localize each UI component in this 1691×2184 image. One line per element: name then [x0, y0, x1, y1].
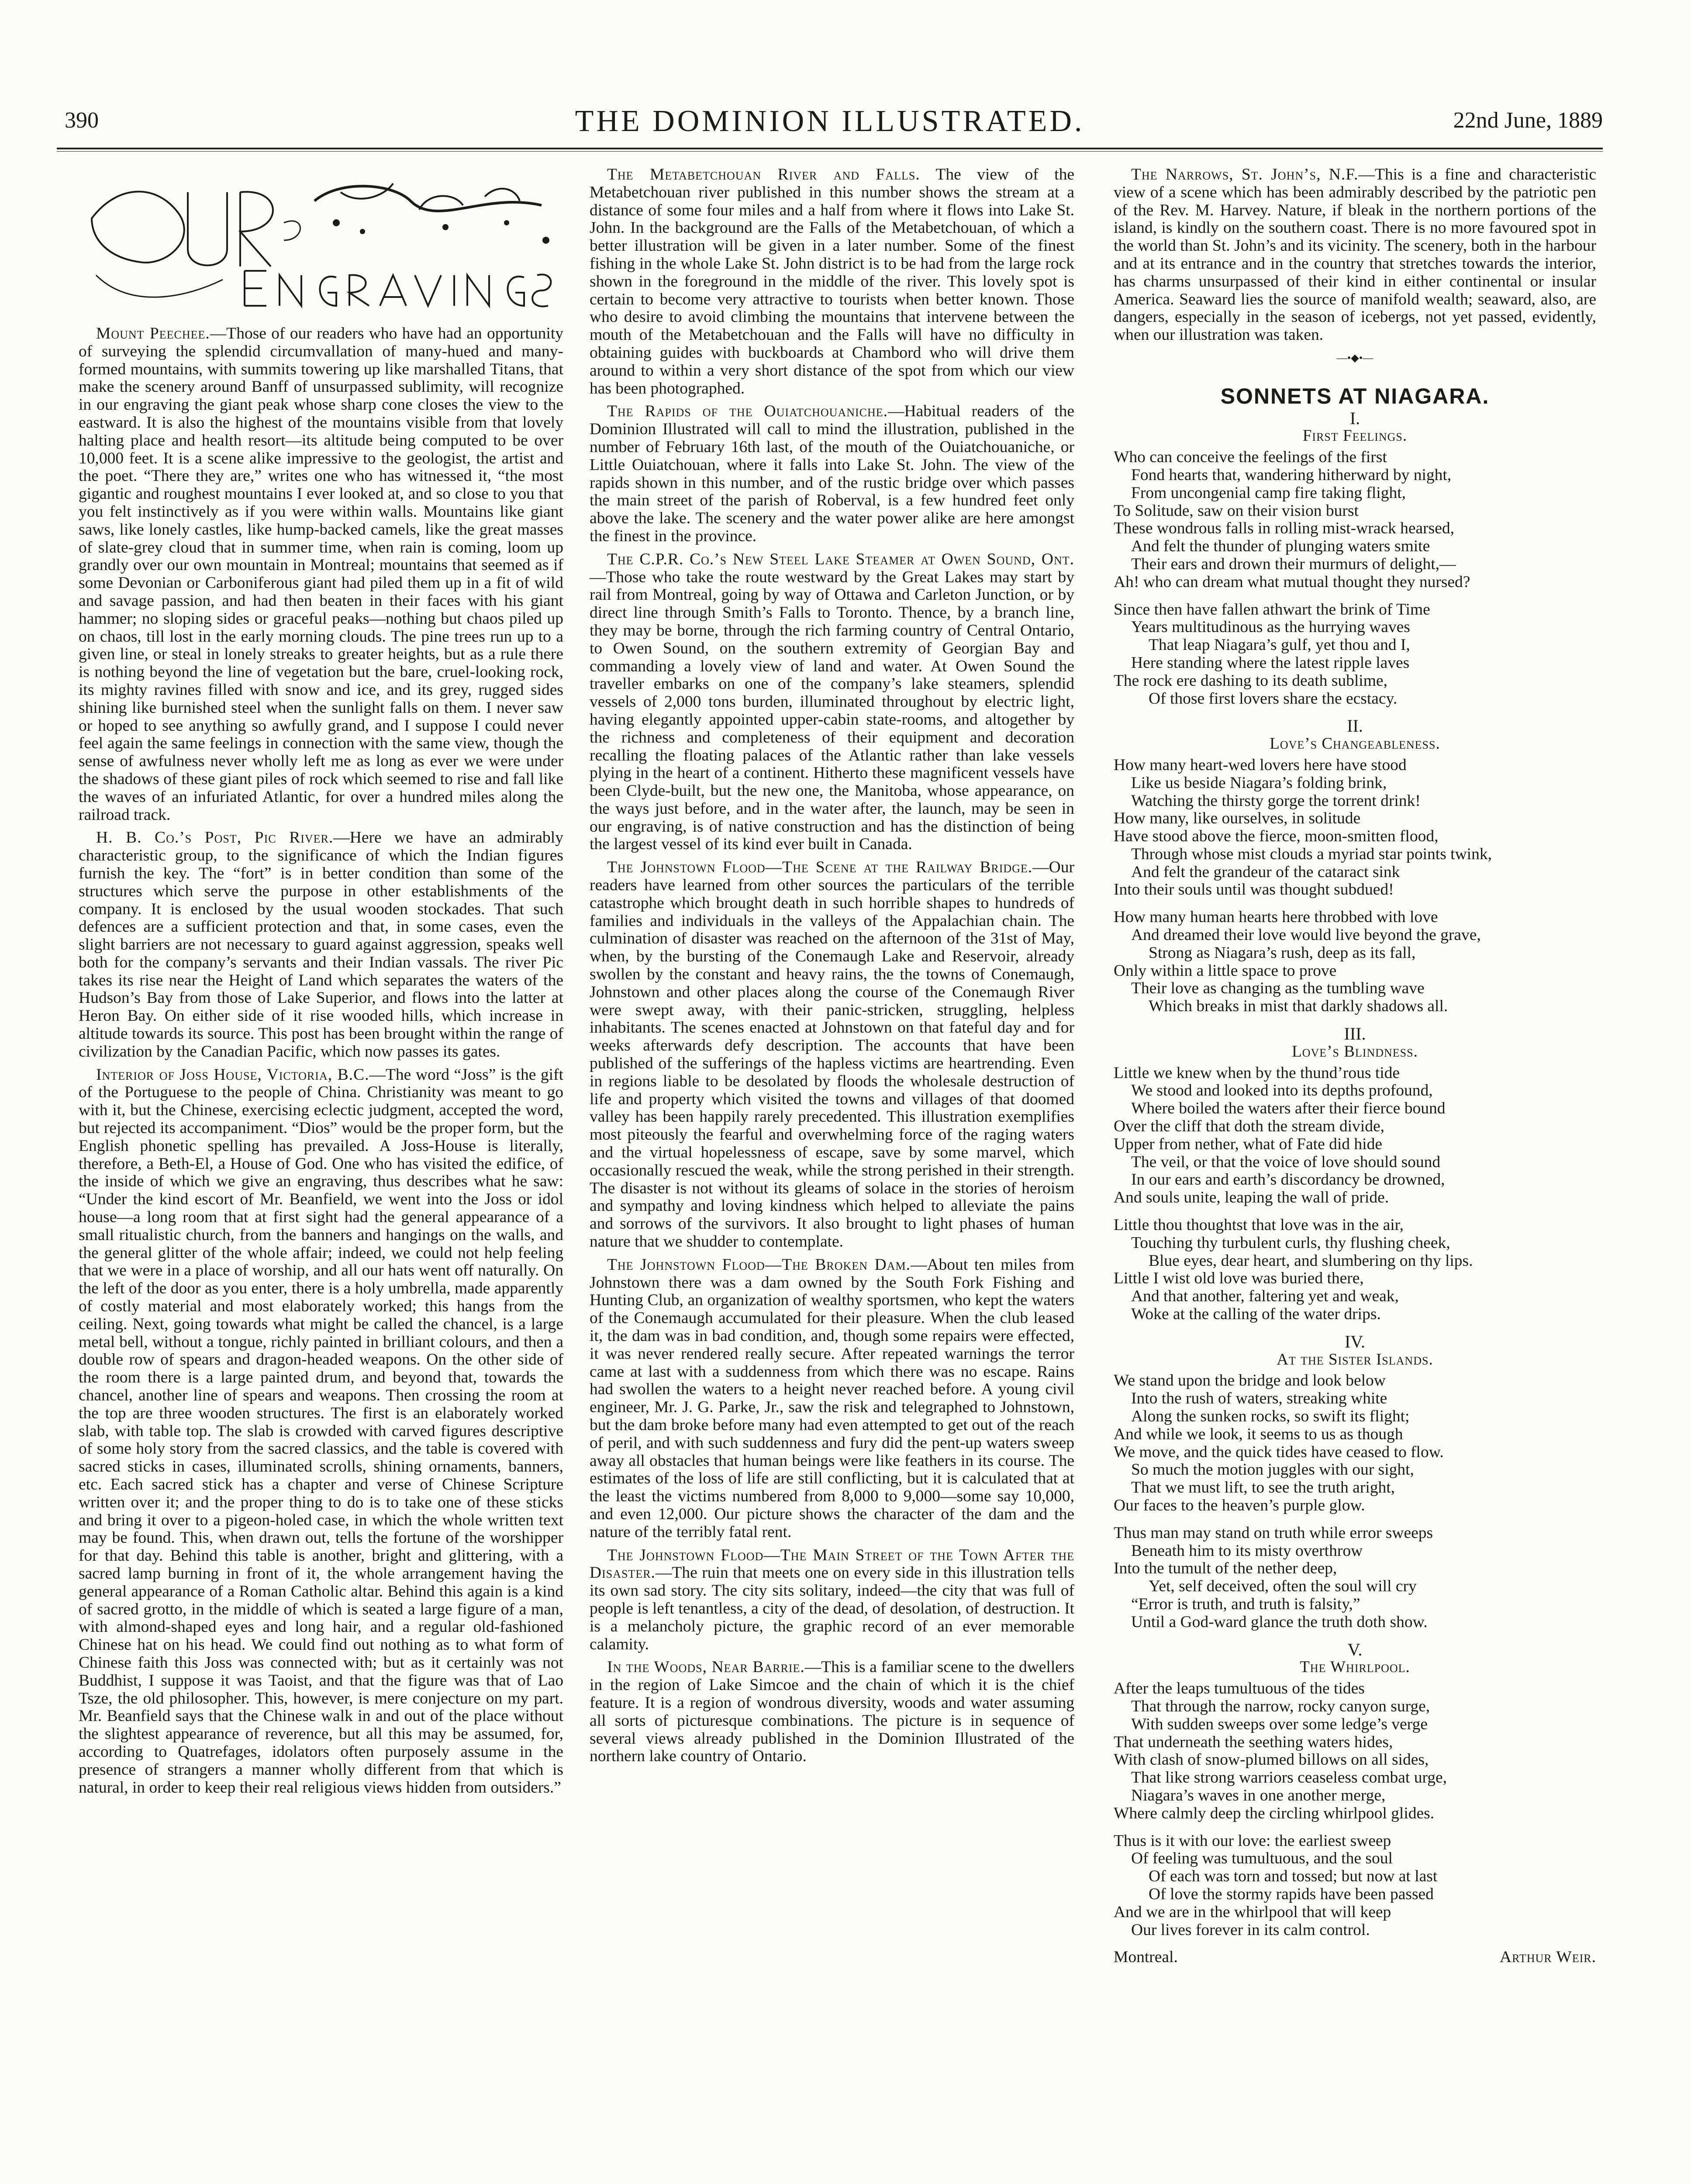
- sonnet-subtitle: First Feelings.: [1302, 427, 1408, 445]
- poem-line: So much the motion juggles with our sight,: [1131, 1461, 1414, 1479]
- poem-line: Upper from nether, what of Fate did hide: [1114, 1135, 1382, 1153]
- issue-date: 22nd June, 1889: [1453, 108, 1603, 133]
- poem-line: The rock ere dashing to its death sublime,: [1114, 671, 1387, 690]
- column-1: [79, 166, 563, 1802]
- poem-line: Thus man may stand on truth while error sweeps: [1114, 1524, 1433, 1542]
- engravings-ornament-icon: [79, 166, 563, 314]
- poem-line: Little thou thoughtst that love was in the air,: [1114, 1216, 1404, 1234]
- sonnet-subtitle: Love’s Blindness.: [1292, 1042, 1418, 1061]
- poem-line: Over the cliff that doth the stream divide,: [1114, 1117, 1384, 1136]
- article-mount-peechee: Mount Peechee.—Those of our readers who have had an opportunity of surveying the splendid circumvallation of many-hued and many-formed mountains, with summits towering up like marshalled Titans, that make the scenery around Banff of unsurpassed sublimity, will recognize in our engraving the giant peak whose sharp cone closes the view to the eastward. It is also the highest of the mountains visible from that lovely halting place and health resort—its altitude being computed to be over 10,000 feet. It is a scene alike impressive to the geologist, the artist and the poet. “There they are,” writes one who has witnessed it, “the most gigantic and roughest mountains I ever looked at, and so close to you that you felt instinctively as if you were within walls. Mountains like giant saws, like lonely castles, like hump-backed camels, like the great masses of slate-grey cloud that in summer time, when rain is coming, loom up grandly over our own mountain in Montreal; mountains that seemed as if some Devonian or Carboniferous giant had piled them up in a fit of wild and savage passion, and had then beaten in their faces with his giant hammer; no sloping sides or graceful peaks—nothing but chaos piled up on chaos, till lost in the early morning clouds. The pine trees run up to a given line, or steal in lonely streaks to greater heights, but as a rule there is nothing beyond the line of vegetation but the bare, cruel-looking rock, its mighty ravines filled with snow and ice, and its grey, rugged sides shining like burnished steel when the sunlight falls on them. I never saw or hoped to see anything so awfully grand, and I suppose I could never feel again the same feelings in connection with the same view, though the sense of awfulness never wholly left me as long as ever we were under the shadows of these giant piles of rock which seemed to rise and fall like the waves of an infuriated Atlantic, for over a hundred miles along the railroad track.: [79, 325, 563, 824]
- poem-line: Beneath him to its misty overthrow: [1131, 1541, 1363, 1560]
- header-rule-thin: [57, 151, 1603, 152]
- stanza: [1114, 1524, 1596, 1631]
- poem-line: Into the rush of waters, streaking white: [1131, 1389, 1387, 1408]
- stanza: [1114, 1216, 1596, 1324]
- poem-line: Of feeling was tumultuous, and the soul: [1131, 1849, 1393, 1868]
- poem-line: Ah! who can dream what mutual thought they nursed?: [1114, 573, 1470, 591]
- poem-line: To Solitude, saw on their vision burst: [1114, 501, 1359, 520]
- page-number: 390: [65, 108, 99, 133]
- article-johnstown-street: The Johnstown Flood—The Main Street of the Town After the Disaster.—The ruin that meets one on every side in this illustration tells its own sad story. The city sits solitary, indeed—the city that was full of people is left tenantless, a city of the dead, of desolation, of destruction. It is a melancholy picture, the graphic record of an ever memorable calamity.: [590, 1546, 1074, 1653]
- sonnet-number: IV.: [1344, 1331, 1366, 1351]
- poem-line: “Error is truth, and truth is falsity,”: [1131, 1595, 1360, 1613]
- poem-line: And souls unite, leaping the wall of pride.: [1114, 1189, 1389, 1207]
- sonnets-title: SONNETS AT NIAGARA.: [1220, 384, 1490, 408]
- poem-line: We move, and the quick tides have ceased to flow.: [1114, 1443, 1444, 1461]
- poem-line: Along the sunken rocks, so swift its flight;: [1131, 1407, 1410, 1425]
- poem-line: Through whose mist clouds a myriad star points twink,: [1131, 845, 1492, 863]
- stanza: [1114, 1064, 1596, 1207]
- poem-line: How many heart-wed lovers here have stood: [1114, 756, 1407, 774]
- poem-line: Yet, self deceived, often the soul will cry: [1149, 1577, 1417, 1596]
- sonnet-number: II.: [1347, 716, 1363, 736]
- poem-line: Strong as Niagara’s rush, deep as its fall,: [1149, 943, 1416, 962]
- article-metabetchouan: The Metabetchouan River and Falls. The view of the Metabetchouan river published in this number shows the stream at a distance of some four miles and a half from where it flows into Lake St. John. In the background are the Falls of the Metabetchouan, of which a better illustration will be given in a later number. Some of the finest fishing in the whole Lake St. John district is to be had from the large rock shown in the foreground in the middle of the river. This lovely spot is certain to become very attractive to tourists when better known. Those who desire to avoid climbing the mountains that intervene between the mouth of the Metabetchouan and the Falls will have no difficulty in obtaining guides with buckboards at Chambord who will drive them around to within a very short distance of the spot from which our view has been photographed.: [590, 166, 1074, 397]
- poem-line: Watching the thirsty gorge the torrent drink!: [1131, 791, 1421, 810]
- poem-line: Little we knew when by the thund’rous tide: [1114, 1064, 1400, 1082]
- article-rapids: The Rapids of the Ouiatchouaniche.—Habitual readers of the Dominion Illustrated will call to mind the illustration, published in the number of February 16th last, of the mouth of the Ouiatchouaniche, or Little Ouiatchouan, where it falls into Lake St. John. The view of the rapids shown in this number, and of the rustic bridge over which passes the main street of the parish of Roberval, is a few hundred feet only above the lake. The scenery and the water power alike are here amongst the finest in the province.: [590, 402, 1074, 545]
- stanza: [1114, 757, 1596, 899]
- poem-line: Niagara’s waves in one another merge,: [1131, 1786, 1386, 1804]
- poem-line: Of those first lovers share the ecstacy.: [1149, 689, 1398, 708]
- poem-line: Touching thy turbulent curls, thy flushing cheek,: [1131, 1234, 1450, 1252]
- header-rule: [57, 148, 1603, 149]
- poem-line: The veil, or that the voice of love should sound: [1131, 1153, 1441, 1171]
- article-johnstown-bridge: The Johnstown Flood—The Scene at the Railway Bridge.—Our readers have learned from other sources the particulars of the terrible catastrophe which brought death in such horrible shapes to hundreds of families and individuals in the valleys of the Appalachian chain. The culmination of disaster was reached on the afternoon of the 31st of May, when, by the bursting of the Conemaugh Lake and Reservoir, already swollen by the constant and heavy rains, the the towns of Conemaugh, Johnstown and other places along the course of the Conemaugh River were swept away, with their panic-stricken, struggling, helpless inhabitants. The scenes enacted at Johnstown on that fateful day and for weeks afterwards defy description. The accounts that have been published of the sufferings of the hapless victims are heartrending. Even in regions liable to be desolated by floods the wholesale destruction of life and property which visited the towns and villages of that doomed valley has been happily rarely precedented. This illustration exemplifies most piteously the fearful and overwhelming force of the raging waters and the virtual hopelessness of escape, save by some marvel, which occasionally rescued the weak, while the strong perished in their strength. The disaster is not without its gleams of solace in the stories of heroism and sympathy and loving kindness which helped to alleviate the pains and sorrows of the survivors. It also brought to light phases of human nature that we shudder to contemplate.: [590, 858, 1074, 1251]
- poem-line: From uncongenial camp fire taking flight,: [1131, 484, 1406, 502]
- poem-line: Blue eyes, dear heart, and slumbering on thy lips.: [1149, 1251, 1473, 1270]
- poem-line: Their love as changing as the tumbling wave: [1131, 979, 1425, 998]
- poem-line: Only within a little space to prove: [1114, 961, 1337, 980]
- poem-line: And dreamed their love would live beyond the grave,: [1131, 926, 1481, 944]
- poem-line: Like us beside Niagara’s folding brink,: [1131, 774, 1387, 792]
- poem-line: That underneath the seething waters hides,: [1114, 1733, 1393, 1751]
- poem-line: Into their souls until was thought subdued!: [1114, 881, 1394, 899]
- section-ornament: —•◆•—: [1336, 352, 1374, 364]
- sonnet-number: III.: [1344, 1024, 1366, 1044]
- poem-line: And felt the thunder of plunging waters smite: [1131, 537, 1430, 556]
- poem-line: Which breaks in mist that darkly shadows all.: [1149, 997, 1448, 1016]
- article-cpr-steamer: The C.P.R. Co.’s New Steel Lake Steamer at Owen Sound, Ont.—Those who take the route westward by the Great Lakes may start by rail from Montreal, going by way of Ottawa and Carleton Junction, or by direct line through Smith’s Falls to Toronto. Thence, by a branch line, they may be borne, through the rich farming country of Central Ontario, to Owen Sound, on the southern extremity of Georgian Bay and commanding a lovely view of land and water. At Owen Sound the traveller embarks on one of the company’s lake steamers, splendid vessels of 2,000 tons burden, illuminated throughout by electric light, having elegantly appointed upper-cabin state-rooms, and altogether by the richness and completeness of their equipment and decoration recalling the floating palaces of the Atlantic rather than lake vessels plying in the heart of a continent. Hitherto these magnificent vessels have been Clyde-built, but the new one, the Manitoba, whose appearance, on the ways just before, and in the water after, the launch, may be seen in our engraving, is of native construction and has the distinction of being the largest vessel of its kind ever built in Canada.: [590, 550, 1074, 854]
- poem-line: Fond hearts that, wandering hitherward by night,: [1131, 466, 1452, 484]
- poem-line: Into the tumult of the nether deep,: [1114, 1559, 1337, 1578]
- column-3: [1114, 166, 1596, 1966]
- stanza: [1114, 1832, 1596, 1939]
- sonnet-number: V.: [1347, 1639, 1363, 1659]
- poem-line: Where calmly deep the circling whirlpool glides.: [1114, 1804, 1435, 1822]
- poem-line: Who can conceive the feelings of the first: [1114, 448, 1387, 467]
- article-hb-co-post: H. B. Co.’s Post, Pic River.—Here we have an admirably characteristic group, to the significance of which the Indian figures furnish the key. The “fort” is in better condition than some of the structures which serve the purpose in other establishments of the company. It is enclosed by the usual wooden stockades. That such defences are a sufficient protection and that, in some cases, even the slight barriers are not necessary to guard against aggression, speaks well both for the company’s servants and their Indian vassals. The river Pic takes its rise near the Height of Land which separates the waters of the Hudson’s Bay from those of Lake Superior, and flows into the latter at Heron Bay. On either side of it rise wooded hills, which increase in altitude towards its source. This post has been brought within the range of civilization by the Canadian Pacific, which now passes its gates.: [79, 829, 563, 1061]
- poem-line: How many human hearts here throbbed with love: [1114, 908, 1438, 926]
- publication-title: THE DOMINION ILLUSTRATED.: [575, 104, 1085, 138]
- signature: [1114, 1949, 1596, 1966]
- poem-line: Little I wist old love was buried there,: [1114, 1269, 1364, 1288]
- poem-line: Their ears and drown their murmurs of delight,—: [1131, 555, 1456, 573]
- sonnet-number: I.: [1349, 408, 1360, 428]
- sonnet-subtitle: Love’s Changeableness.: [1270, 735, 1440, 753]
- poem-line: Where boiled the waters after their fierce bound: [1131, 1099, 1446, 1118]
- poem-line: With sudden sweeps over some ledge’s verge: [1131, 1715, 1428, 1733]
- poem-line: In our ears and earth’s discordancy be drowned,: [1131, 1171, 1445, 1189]
- column-2: [590, 166, 1074, 1771]
- poem-line: How many, like ourselves, in solitude: [1114, 809, 1361, 828]
- poem-line: And that another, faltering yet and weak,: [1131, 1287, 1399, 1306]
- poem-line: Woke at the calling of the water drips.: [1131, 1305, 1381, 1324]
- poem-line: These wondrous falls in rolling mist-wrack hearsed,: [1114, 519, 1455, 538]
- poem-line: We stood and looked into its depths profound,: [1131, 1082, 1433, 1100]
- stanza: [1114, 601, 1596, 708]
- article-johnstown-dam: The Johnstown Flood—The Broken Dam.—About ten miles from Johnstown there was a dam owned by the South Fork Fishing and Hunting Club, an organization of wealthy sportsmen, who kept the waters of the Conemaugh accumulated for their pleasure. When the club leased it, the dam was in bad condition, and, though some repairs were effected, it was never rendered really secure. After repeated warnings the terror came at last with a suddenness from which there was no escape. Rains had swollen the waters to a height never reached before. A young civil engineer, Mr. J. G. Parke, Jr., saw the risk and telegraphed to Johnstown, but the dam broke before many had even attempted to get out of the reach of peril, and with such suddenness and fury did the pent-up waters sweep away all obstacles that human beings were like feathers in its course. The estimates of the loss of life are still conflicting, but it is calculated that at the least the victims numbered from 8,000 to 9,000—some say 10,000, and even 12,000. Our picture shows the character of the dam and the nature of the terribly fatal rent.: [590, 1255, 1075, 1541]
- signature-author: Arthur Weir.: [1500, 1948, 1596, 1966]
- poem-line: And felt the grandeur of the cataract sink: [1131, 863, 1400, 881]
- poem-line: We stand upon the bridge and look below: [1114, 1372, 1386, 1390]
- poem-line: And while we look, it seems to us as though: [1114, 1425, 1403, 1443]
- poem-line: After the leaps tumultuous of the tides: [1114, 1679, 1365, 1698]
- poem-line: That we must lift, to see the truth aright,: [1131, 1479, 1395, 1497]
- article-joss-house: Interior of Joss House, Victoria, B.C.—The word “Joss” is the gift of the Portuguese to the people of China. Christianity was meant to go with it, but the Chinese, exercising eclectic judgment, accepted the word, but rejected its accompaniment. “Dios” would be the proper form, but the English phonetic spelling has prevailed. A Joss-House is literally, therefore, a Beth-El, a House of God. One who has visited the edifice, of the inside of which we give an engraving, thus describes what he saw: “Under the kind escort of Mr. Beanfield, we went into the Joss or idol house—a long room that at first sight had the general appearance of a small ritualistic church, from the banners and hangings on the walls, and the general glitter of the whole affair; indeed, we could not help feeling that we were in a place of worship, and all our hats went off naturally. On the left of the door as you enter, there is a holy umbrella, made apparently of costly material and most elaborately worked; this hangs from the ceiling. Next, going towards what might be called the chancel, is a large metal bell, without a tongue, richly painted in brilliant colours, and then a double row of spears and dragon-headed weapons. On the other side of the room there is a large painted drum, and beyond that, towards the chancel, another line of spears and weapons. Then crossing the room at the top are three wooden structures. The first is an elaborately worked slab, with table top. The slab is crowded with carved figures descriptive of some holy story from the sacred classics, and the table is covered with sacred sticks in cases, illuminated scrolls, shining ornaments, banners, etc. Each sacred stick has a chapter and verse of Chinese Scripture written over it; and the proper thing to do is to take one of these sticks and bring it over to a pigeon-holed case, in which the whole written text may be found. This, when drawn out, tells the fortune of the worshipper for that day. Behind this table is another, bright and glittering, with a sacred lamp burning in front of it, the whole arrangement having the general appearance of a Roman Catholic altar. Behind this again is a kind of sacred grotto, in the middle of which is seated a large figure of a man, with almond-shaped eyes and long hair, and a regular old-fashioned Chinese hat on his head. We could find out nothing as to what form of Chinese faith this Joss was connected with; but as it certainly was not Buddhist, I suppose it was Taoist, and that the figure was that of Lao Tsze, the old philosopher. This, however, is mere conjecture on my part. Mr. Beanfield says that the Chinese walk in and out of the place without the slightest appearance of reverence, but all this may be assumed, for, according to Quatrefages, idolators often purposely assume in the presence of strangers a manner wholly different from that which is natural, in order to keep their real religious views hidden from outsiders.”: [79, 1065, 564, 1797]
- our-engravings-logo: [79, 166, 563, 314]
- sonnet-subtitle: The Whirlpool.: [1300, 1658, 1410, 1676]
- poem-line: Of each was torn and tossed; but now at last: [1149, 1867, 1438, 1886]
- page-header: [57, 104, 1603, 143]
- poem-line: Until a God-ward glance the truth doth show.: [1131, 1613, 1428, 1631]
- poem-line: Of love the stormy rapids have been passed: [1149, 1885, 1434, 1903]
- stanza: [1114, 909, 1596, 1016]
- stanza: [1114, 1372, 1596, 1514]
- poem-line: Years multitudinous as the hurrying waves: [1131, 618, 1410, 636]
- poem-line: Our lives forever in its calm control.: [1131, 1921, 1370, 1939]
- stanza: [1114, 449, 1596, 591]
- poem-line: That like strong warriors ceaseless combat urge,: [1131, 1769, 1447, 1787]
- article-woods-barrie: In the Woods, Near Barrie.—This is a familiar scene to the dwellers in the region of Lake Simcoe and the chain of which it is the chief feature. It is a region of wondrous diversity, woods and water assuming all sorts of picturesque combinations. The picture is in sequence of several views already published in the Dominion Illustrated of the northern lake country of Ontario.: [590, 1658, 1075, 1766]
- sonnet-subtitle: At the Sister Islands.: [1277, 1350, 1433, 1368]
- poem-line: Our faces to the heaven’s purple glow.: [1114, 1496, 1365, 1514]
- poem-line: That through the narrow, rocky canyon surge,: [1131, 1697, 1430, 1715]
- sonnets-body: [1114, 410, 1596, 1939]
- poem-line: Thus is it with our love: the earliest sweep: [1114, 1832, 1391, 1850]
- article-narrows: The Narrows, St. John’s, N.F.—This is a fine and characteristic view of a scene which has been admirably described by the patriotic pen of the Rev. M. Harvey. Nature, if bleak in the northern portions of the island, is kindly on the southern coast. There is no more favoured spot in the world than St. John’s and its vicinity. The scenery, both in the harbour and at its entrance and in the country that stretches towards the interior, has charms unsurpassed of their kind in either continental or insular America. Seaward lies the source of manifold wealth; seaward, also, are dangers, especially in the season of icebergs, not yet passed, evidently, when our illustration was taken.: [1114, 166, 1596, 344]
- poem-line: Have stood above the fierce, moon-smitten flood,: [1114, 827, 1439, 846]
- poem-line: Here standing where the latest ripple laves: [1131, 653, 1410, 672]
- poem-line: And we are in the whirlpool that will keep: [1114, 1903, 1391, 1921]
- poem-line: That leap Niagara’s gulf, yet thou and I,: [1149, 636, 1410, 654]
- stanza: [1114, 1680, 1596, 1822]
- signature-place: Montreal.: [1114, 1948, 1178, 1966]
- poem-line: With clash of snow-plumed billows on all sides,: [1114, 1751, 1429, 1769]
- poem-line: Since then have fallen athwart the brink of Time: [1114, 600, 1430, 619]
